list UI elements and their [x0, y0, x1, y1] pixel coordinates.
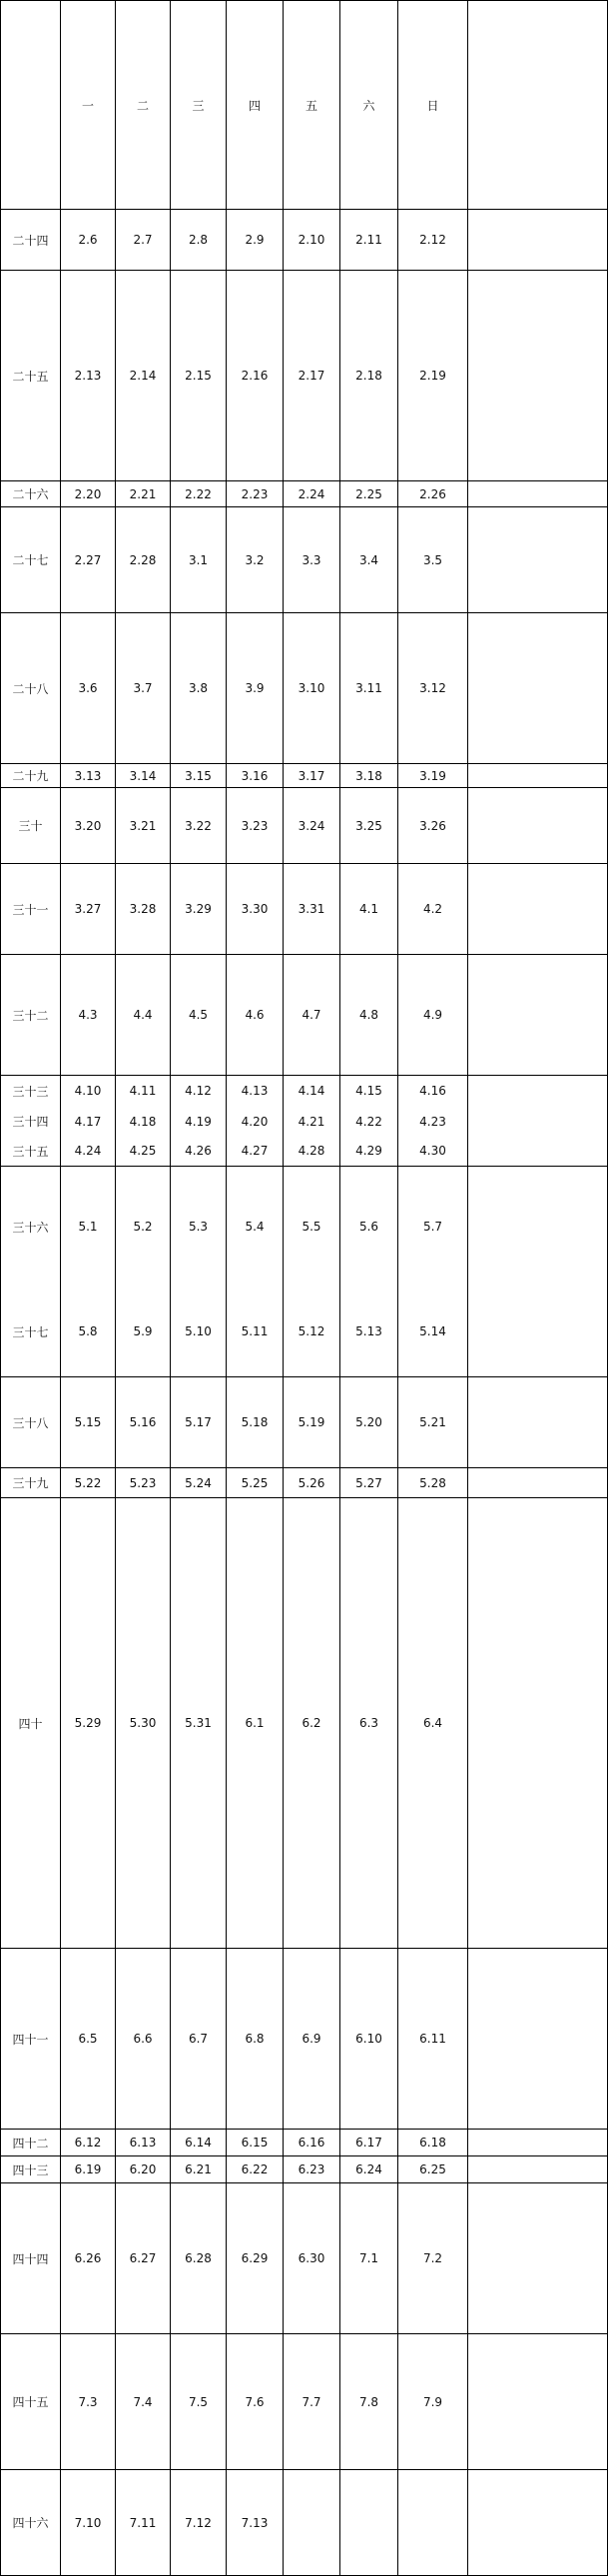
week-label: 四十二 [1, 2130, 61, 2156]
week-row [1, 481, 608, 507]
header-day-7: 日 [398, 1, 468, 210]
date-cell: 3.11 [340, 613, 398, 764]
date-cell: 6.9 [284, 1949, 340, 2130]
date-cell: 4.27 [227, 1137, 284, 1167]
date-cell: 6.16 [284, 2130, 340, 2156]
week-row [1, 1106, 608, 1137]
header-day-5: 五 [284, 1, 340, 210]
gap-cell [468, 481, 608, 507]
date-cell: 4.18 [116, 1106, 171, 1137]
date-cell: 3.1 [171, 507, 227, 613]
date-cell: 2.19 [398, 271, 468, 481]
date-cell: 4.13 [227, 1076, 284, 1107]
date-cell: 2.24 [284, 481, 340, 507]
gap-cell [468, 1076, 608, 1107]
date-cell: 5.22 [61, 1468, 116, 1498]
date-cell: 4.2 [398, 864, 468, 955]
date-cell: 6.4 [398, 1498, 468, 1949]
date-cell: 4.11 [116, 1076, 171, 1107]
date-cell: 2.25 [340, 481, 398, 507]
date-cell: 7.2 [398, 2183, 468, 2334]
date-cell: 5.31 [171, 1498, 227, 1949]
date-cell: 4.28 [284, 1137, 340, 1167]
date-cell: 4.6 [227, 955, 284, 1076]
date-cell: 2.11 [340, 210, 398, 271]
week-row [1, 210, 608, 271]
week-label: 二十八 [1, 613, 61, 764]
date-cell: 2.28 [116, 507, 171, 613]
week-row [1, 1287, 608, 1376]
date-cell: 5.21 [398, 1377, 468, 1468]
date-cell: 6.28 [171, 2183, 227, 2334]
date-cell: 3.26 [398, 788, 468, 864]
date-cell: 3.2 [227, 507, 284, 613]
week-row [1, 2334, 608, 2470]
date-cell: 3.20 [61, 788, 116, 864]
week-label: 三十 [1, 788, 61, 864]
date-cell: 7.11 [116, 2470, 171, 2576]
gap-cell [468, 864, 608, 955]
date-cell: 2.20 [61, 481, 116, 507]
week-label: 三十三 [1, 1076, 61, 1107]
date-cell: 5.5 [284, 1167, 340, 1288]
date-cell: 3.15 [171, 764, 227, 788]
week-label: 四十 [1, 1498, 61, 1949]
week-row [1, 1137, 608, 1167]
header-day-2: 二 [116, 1, 171, 210]
week-label: 三十六 [1, 1167, 61, 1288]
week-row [1, 788, 608, 864]
date-cell: 4.19 [171, 1106, 227, 1137]
date-cell: 5.12 [284, 1287, 340, 1376]
date-cell: 6.14 [171, 2130, 227, 2156]
date-cell: 2.21 [116, 481, 171, 507]
date-cell: 5.4 [227, 1167, 284, 1288]
week-row [1, 864, 608, 955]
date-cell: 6.25 [398, 2156, 468, 2183]
week-label: 四十一 [1, 1949, 61, 2130]
header-day-1: 一 [61, 1, 116, 210]
week-row [1, 1949, 608, 2130]
date-cell: 6.8 [227, 1949, 284, 2130]
header-day-6: 六 [340, 1, 398, 210]
date-cell: 6.13 [116, 2130, 171, 2156]
date-cell: 5.8 [61, 1287, 116, 1376]
date-cell: 4.16 [398, 1076, 468, 1107]
date-cell: 3.25 [340, 788, 398, 864]
week-row [1, 764, 608, 788]
date-cell: 5.14 [398, 1287, 468, 1376]
gap-cell [468, 507, 608, 613]
week-row [1, 2183, 608, 2334]
date-cell: 2.10 [284, 210, 340, 271]
date-cell: 4.4 [116, 955, 171, 1076]
date-cell: 3.3 [284, 507, 340, 613]
week-row [1, 613, 608, 764]
gap-cell [468, 271, 608, 481]
gap-cell [468, 1949, 608, 2130]
week-row [1, 1167, 608, 1288]
date-cell: 3.28 [116, 864, 171, 955]
week-label: 三十八 [1, 1377, 61, 1468]
week-label: 二十五 [1, 271, 61, 481]
date-cell: 4.10 [61, 1076, 116, 1107]
header-row [1, 1, 608, 210]
date-cell: 7.5 [171, 2334, 227, 2470]
date-cell: 3.12 [398, 613, 468, 764]
date-cell: 5.28 [398, 1468, 468, 1498]
gap-cell [468, 1106, 608, 1137]
date-cell: 4.30 [398, 1137, 468, 1167]
date-cell: 2.13 [61, 271, 116, 481]
date-cell: 5.16 [116, 1377, 171, 1468]
date-cell: 5.1 [61, 1167, 116, 1288]
week-row [1, 1498, 608, 1949]
gap-cell [468, 1468, 608, 1498]
date-cell: 7.13 [227, 2470, 284, 2576]
week-row [1, 1468, 608, 1498]
date-cell: 3.4 [340, 507, 398, 613]
week-row [1, 2130, 608, 2156]
date-cell: 2.26 [398, 481, 468, 507]
date-cell: 5.7 [398, 1167, 468, 1288]
date-cell: 5.23 [116, 1468, 171, 1498]
date-cell: 4.21 [284, 1106, 340, 1137]
date-cell: 6.10 [340, 1949, 398, 2130]
date-cell: 6.3 [340, 1498, 398, 1949]
date-cell: 2.17 [284, 271, 340, 481]
gap-cell [468, 2130, 608, 2156]
date-cell: 6.17 [340, 2130, 398, 2156]
date-cell: 4.14 [284, 1076, 340, 1107]
date-cell: 7.6 [227, 2334, 284, 2470]
gap-cell [468, 1287, 608, 1376]
date-cell: 7.3 [61, 2334, 116, 2470]
date-cell: 3.17 [284, 764, 340, 788]
date-cell: 3.13 [61, 764, 116, 788]
date-cell: 2.12 [398, 210, 468, 271]
date-cell [398, 2470, 468, 2576]
date-cell: 4.12 [171, 1076, 227, 1107]
date-cell: 5.2 [116, 1167, 171, 1288]
date-cell: 7.8 [340, 2334, 398, 2470]
date-cell: 5.9 [116, 1287, 171, 1376]
date-cell: 3.21 [116, 788, 171, 864]
date-cell: 5.17 [171, 1377, 227, 1468]
date-cell: 4.22 [340, 1106, 398, 1137]
date-cell: 6.15 [227, 2130, 284, 2156]
date-cell: 4.15 [340, 1076, 398, 1107]
date-cell: 6.23 [284, 2156, 340, 2183]
gap-cell [468, 2183, 608, 2334]
week-row [1, 507, 608, 613]
date-cell: 6.18 [398, 2130, 468, 2156]
date-cell: 3.16 [227, 764, 284, 788]
gap-cell [468, 1167, 608, 1288]
date-cell: 5.10 [171, 1287, 227, 1376]
date-cell: 3.7 [116, 613, 171, 764]
week-row [1, 1377, 608, 1468]
date-cell: 6.21 [171, 2156, 227, 2183]
header-day-4: 四 [227, 1, 284, 210]
week-label: 二十四 [1, 210, 61, 271]
date-cell: 4.20 [227, 1106, 284, 1137]
date-cell: 3.29 [171, 864, 227, 955]
date-cell: 4.9 [398, 955, 468, 1076]
date-cell: 5.11 [227, 1287, 284, 1376]
date-cell: 5.30 [116, 1498, 171, 1949]
date-cell: 3.5 [398, 507, 468, 613]
date-cell: 2.16 [227, 271, 284, 481]
date-cell: 3.22 [171, 788, 227, 864]
date-cell: 5.18 [227, 1377, 284, 1468]
date-cell: 3.19 [398, 764, 468, 788]
date-cell: 6.1 [227, 1498, 284, 1949]
date-cell: 4.23 [398, 1106, 468, 1137]
gap-cell [468, 613, 608, 764]
date-cell: 6.26 [61, 2183, 116, 2334]
date-cell: 2.14 [116, 271, 171, 481]
date-cell: 6.2 [284, 1498, 340, 1949]
gap-cell [468, 2470, 608, 2576]
date-cell: 5.15 [61, 1377, 116, 1468]
week-label: 二十九 [1, 764, 61, 788]
date-cell: 7.10 [61, 2470, 116, 2576]
date-cell: 7.4 [116, 2334, 171, 2470]
week-label: 三十一 [1, 864, 61, 955]
date-cell: 2.9 [227, 210, 284, 271]
date-cell: 5.29 [61, 1498, 116, 1949]
date-cell: 5.20 [340, 1377, 398, 1468]
date-cell: 5.19 [284, 1377, 340, 1468]
date-cell: 5.25 [227, 1468, 284, 1498]
week-label: 三十五 [1, 1137, 61, 1167]
week-row [1, 2470, 608, 2576]
date-cell: 6.19 [61, 2156, 116, 2183]
date-cell: 2.22 [171, 481, 227, 507]
date-cell: 3.31 [284, 864, 340, 955]
date-cell: 6.27 [116, 2183, 171, 2334]
date-cell: 5.6 [340, 1167, 398, 1288]
gap-cell [468, 210, 608, 271]
date-cell: 6.24 [340, 2156, 398, 2183]
date-cell: 5.27 [340, 1468, 398, 1498]
week-label: 四十三 [1, 2156, 61, 2183]
date-cell: 4.1 [340, 864, 398, 955]
date-cell: 4.24 [61, 1137, 116, 1167]
week-label: 二十七 [1, 507, 61, 613]
date-cell: 4.5 [171, 955, 227, 1076]
week-row [1, 2156, 608, 2183]
week-label: 三十七 [1, 1287, 61, 1376]
date-cell: 3.30 [227, 864, 284, 955]
date-cell: 3.14 [116, 764, 171, 788]
date-cell: 4.17 [61, 1106, 116, 1137]
date-cell: 4.3 [61, 955, 116, 1076]
date-cell [340, 2470, 398, 2576]
week-label: 四十六 [1, 2470, 61, 2576]
gap-cell [468, 788, 608, 864]
date-cell: 2.7 [116, 210, 171, 271]
header-day-3: 三 [171, 1, 227, 210]
date-cell: 6.29 [227, 2183, 284, 2334]
date-cell: 6.5 [61, 1949, 116, 2130]
date-cell: 3.18 [340, 764, 398, 788]
week-label: 四十四 [1, 2183, 61, 2334]
date-cell: 4.29 [340, 1137, 398, 1167]
gap-cell [468, 1137, 608, 1167]
date-cell: 7.1 [340, 2183, 398, 2334]
date-cell: 4.25 [116, 1137, 171, 1167]
week-row [1, 1076, 608, 1107]
date-cell: 5.13 [340, 1287, 398, 1376]
week-label: 三十九 [1, 1468, 61, 1498]
week-label: 三十四 [1, 1106, 61, 1137]
gap-cell [468, 1498, 608, 1949]
date-cell: 6.20 [116, 2156, 171, 2183]
date-cell: 3.8 [171, 613, 227, 764]
week-row [1, 271, 608, 481]
date-cell: 6.30 [284, 2183, 340, 2334]
date-cell: 3.23 [227, 788, 284, 864]
gap-cell [468, 2334, 608, 2470]
date-cell: 5.3 [171, 1167, 227, 1288]
date-cell: 2.18 [340, 271, 398, 481]
date-cell [284, 2470, 340, 2576]
date-cell: 7.12 [171, 2470, 227, 2576]
date-cell: 3.27 [61, 864, 116, 955]
date-cell: 6.12 [61, 2130, 116, 2156]
gap-cell [468, 955, 608, 1076]
date-cell: 4.26 [171, 1137, 227, 1167]
date-cell: 2.8 [171, 210, 227, 271]
date-cell: 5.24 [171, 1468, 227, 1498]
date-cell: 5.26 [284, 1468, 340, 1498]
gap-cell [468, 2156, 608, 2183]
header-week-cell [1, 1, 61, 210]
date-cell: 2.15 [171, 271, 227, 481]
week-label: 三十二 [1, 955, 61, 1076]
header-gap-cell [468, 1, 608, 210]
date-cell: 2.6 [61, 210, 116, 271]
date-cell: 7.9 [398, 2334, 468, 2470]
date-cell: 6.7 [171, 1949, 227, 2130]
week-label: 二十六 [1, 481, 61, 507]
gap-cell [468, 764, 608, 788]
date-cell: 2.27 [61, 507, 116, 613]
date-cell: 6.22 [227, 2156, 284, 2183]
week-label: 四十五 [1, 2334, 61, 2470]
date-cell: 3.9 [227, 613, 284, 764]
gap-cell [468, 1377, 608, 1468]
date-cell: 2.23 [227, 481, 284, 507]
date-cell: 3.24 [284, 788, 340, 864]
date-cell: 6.6 [116, 1949, 171, 2130]
date-cell: 6.11 [398, 1949, 468, 2130]
date-cell: 4.7 [284, 955, 340, 1076]
date-cell: 3.6 [61, 613, 116, 764]
week-row [1, 955, 608, 1076]
date-cell: 3.10 [284, 613, 340, 764]
date-cell: 7.7 [284, 2334, 340, 2470]
date-cell: 4.8 [340, 955, 398, 1076]
